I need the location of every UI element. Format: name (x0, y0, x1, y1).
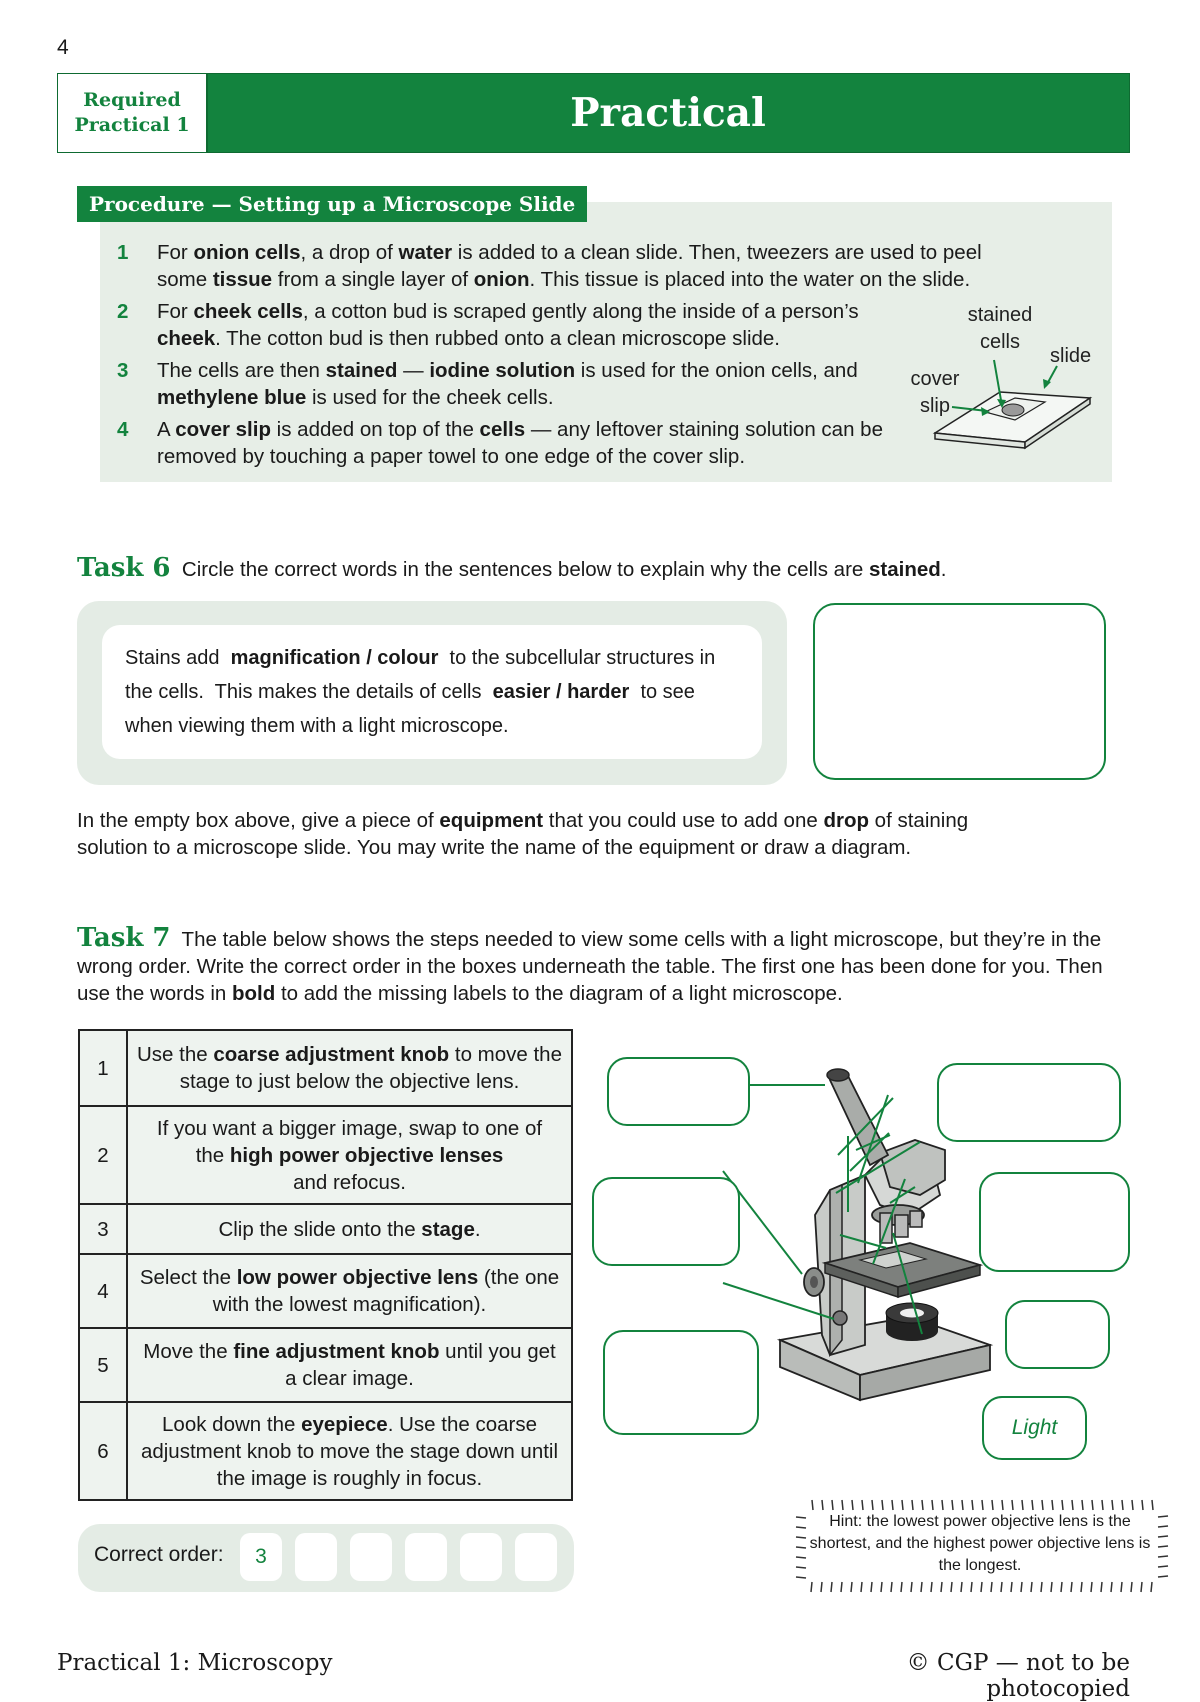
label-line-2: Practical 1 (74, 114, 190, 136)
task7-heading (77, 925, 1127, 1007)
step-text: For onion cells, a drop of water is added to a clean slide. Then, tweezers are used to peel some tissue from a single layer of onion. This tissue is placed into the water on the slide. (157, 241, 982, 291)
procedure-step (117, 416, 907, 470)
task6-follow-up: In the empty box above, give a piece of equipment that you could use to add one drop of staining solution to a microscope slide. You may write the name of the equipment or draw a diagram. (77, 809, 969, 859)
label-box-right-lower[interactable] (1005, 1300, 1110, 1369)
page-title: Practical (570, 90, 766, 136)
label-line-1: Required (83, 89, 181, 111)
procedure-step (117, 298, 897, 352)
table-row (79, 1402, 572, 1500)
row-number: 1 (79, 1030, 127, 1106)
procedure-title: Procedure — Setting up a Microscope Slide (77, 186, 587, 222)
table-row (79, 1254, 572, 1328)
row-number: 6 (79, 1402, 127, 1500)
footer-section-title: Practical 1: Microscopy (57, 1650, 333, 1676)
step-number: 1 (117, 241, 129, 264)
cells-word: cells (979, 331, 1020, 353)
row-text: Move the fine adjustment knob until you get a clear image. (127, 1328, 572, 1402)
step-text: For cheek cells, a cotton bud is scraped gently along the inside of a person’s cheek. The cotton bud is then rubbed onto a clean microscope slide. (157, 300, 859, 350)
stained-word: stained (967, 304, 1033, 326)
procedure-step (117, 239, 1017, 293)
slide-label: slide (1050, 345, 1092, 367)
required-practical-label (58, 74, 208, 152)
slip-word: slip (919, 395, 950, 417)
equipment-answer-box[interactable] (813, 603, 1106, 780)
cover-word: cover (910, 368, 960, 390)
row-number: 4 (79, 1254, 127, 1328)
row-text: If you want a bigger image, swap to one of the high power objective lenses and refocus. (127, 1106, 572, 1204)
row-text: Look down the eyepiece. Use the coarse adjustment knob to move the stage down until the image is roughly in focus. (127, 1402, 572, 1500)
step-number: 2 (117, 300, 129, 323)
footer-copyright: © CGP — not to be photocopied (906, 1650, 1130, 1702)
stained-cells-label (955, 302, 1045, 356)
row-text: Use the coarse adjustment knob to move the stage to just below the objective lens. (127, 1030, 572, 1106)
order-box-3[interactable] (350, 1533, 392, 1581)
order-box-2[interactable] (295, 1533, 337, 1581)
row-text: Clip the slide onto the stage. (127, 1204, 572, 1254)
table-row (79, 1204, 572, 1254)
row-number: 3 (79, 1204, 127, 1254)
hint-text: Hint: the lowest power objective lens is the shortest, and the highest power objective lens is the longest. (809, 1513, 1151, 1574)
row-number: 5 (79, 1328, 127, 1402)
order-box-4[interactable] (405, 1533, 447, 1581)
task7-label: Task 7 (77, 923, 171, 953)
task6-instruction: Circle the correct words in the sentences below to explain why the cells are stained. (181, 558, 947, 581)
correct-order-label: Correct order: (94, 1543, 224, 1566)
table-row (79, 1106, 572, 1204)
steps-table (78, 1029, 573, 1501)
label-box-right-middle[interactable] (979, 1172, 1130, 1272)
task6-label: Task 6 (77, 553, 171, 583)
order-box-6[interactable] (515, 1533, 557, 1581)
label-box-eyepiece-area[interactable] (607, 1057, 750, 1126)
step-number: 4 (117, 418, 129, 441)
step-text: The cells are then stained — iodine solution is used for the onion cells, and methylene blue is used for the cheek cells. (157, 359, 858, 409)
label-box-top-right[interactable] (937, 1063, 1121, 1142)
label-box-left-middle[interactable] (592, 1177, 740, 1266)
task7-instruction: The table below shows the steps needed to view some cells with a light microscope, but they’re in the wrong order. Write the correct order in the boxes underneath the table. The first one has been done for you. Then use the words in bold to add the missing labels to the diagram of a light microscope. (77, 928, 1103, 1005)
order-box-5[interactable] (460, 1533, 502, 1581)
slide-diagram (930, 350, 1100, 460)
step-text: A cover slip is added on top of the cells — any leftover staining solution can be removed by touching a paper towel to one edge of the cover slip. (157, 418, 883, 468)
table-row (79, 1328, 572, 1402)
light-label-box: Light (982, 1396, 1087, 1460)
order-box-1[interactable]: 3 (240, 1533, 282, 1581)
table-row (79, 1030, 572, 1106)
step-number: 3 (117, 359, 129, 382)
label-box-left-lower[interactable] (603, 1330, 759, 1435)
row-text: Select the low power objective lens (the one with the lowest magnification). (127, 1254, 572, 1328)
procedure-step (117, 357, 897, 411)
task6-heading (77, 555, 1127, 583)
task6-sentences[interactable]: Stains add magnification / colour to the subcellular structures in the cells. This makes the details of cells easier / harder to see when viewing them with a light microscope. (125, 647, 716, 737)
page-number: 4 (57, 36, 69, 59)
row-number: 2 (79, 1106, 127, 1204)
